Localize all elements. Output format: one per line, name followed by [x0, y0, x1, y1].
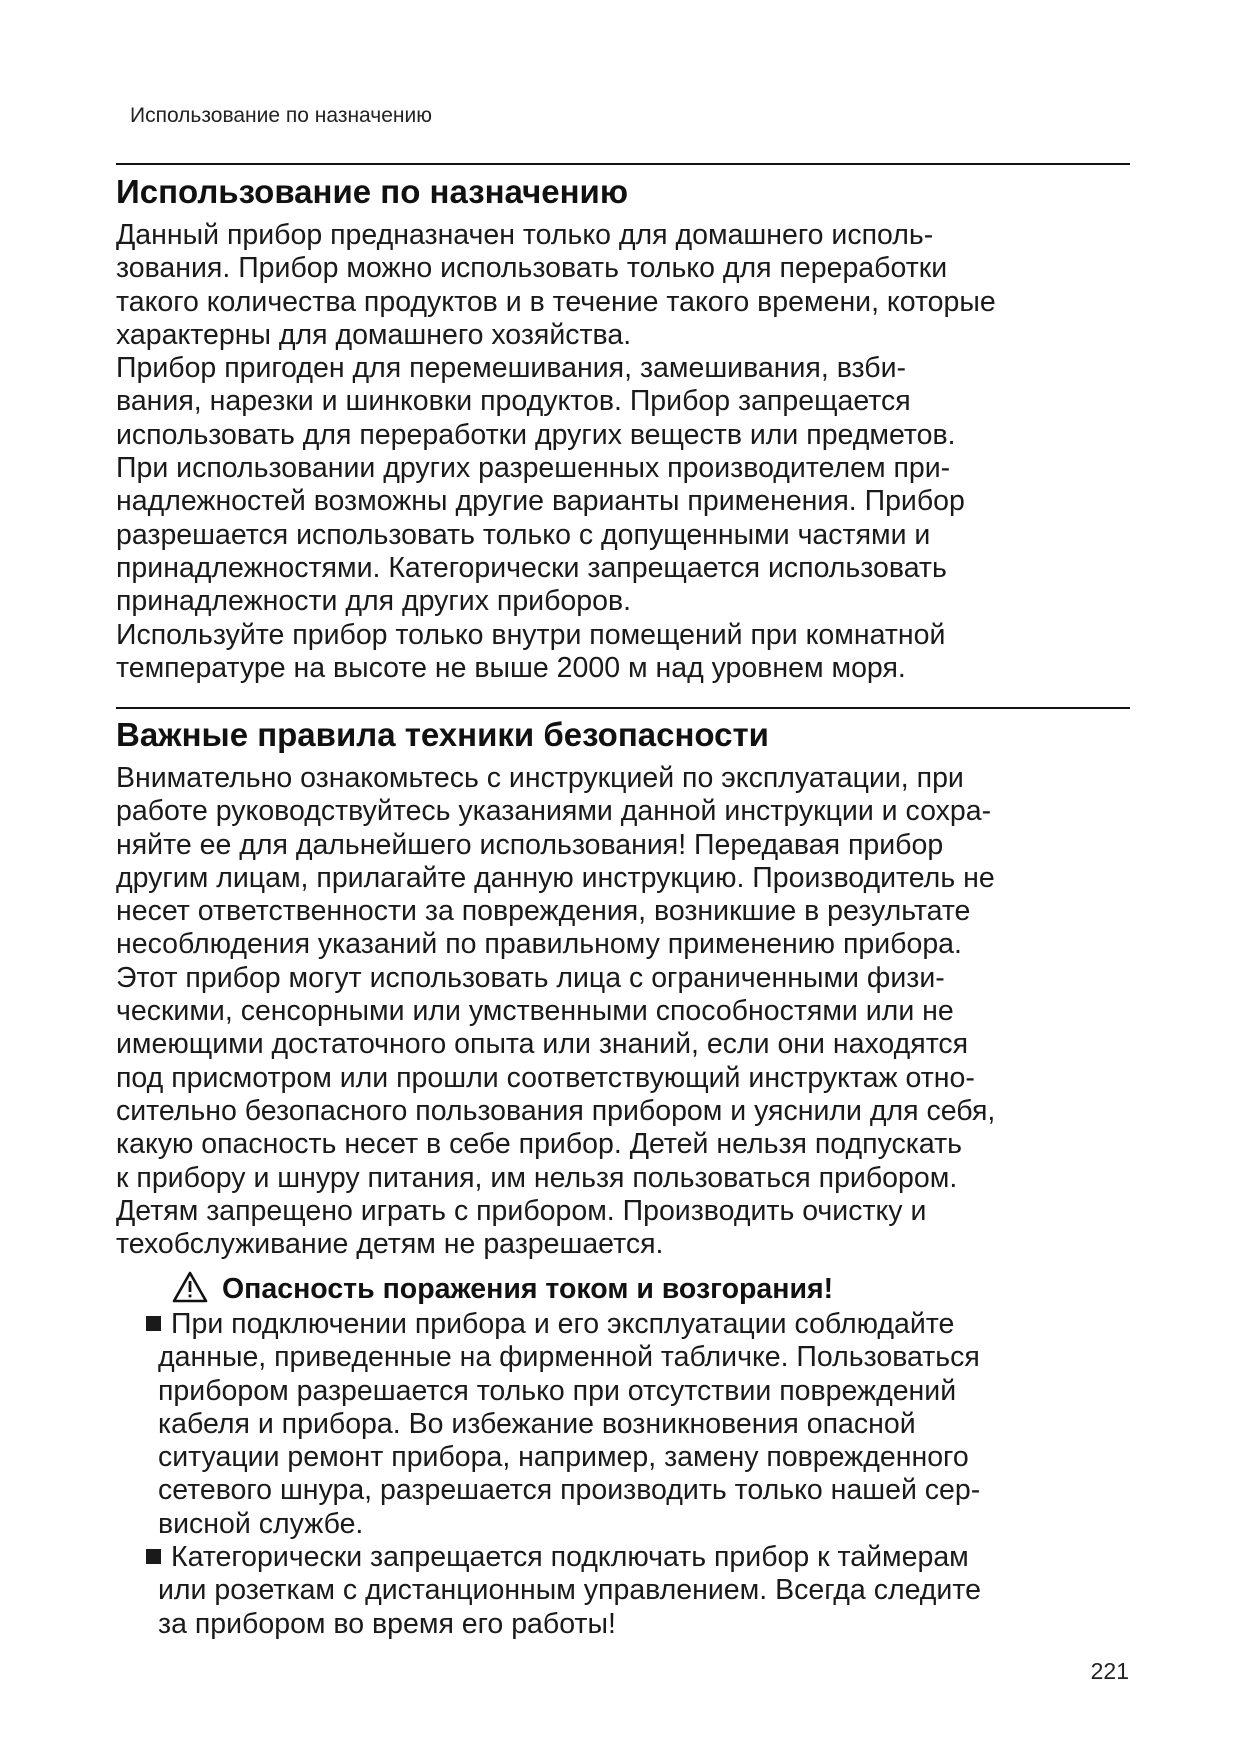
- paragraph-safety: [116, 762, 1136, 1261]
- paragraph-line: сительно безопасного пользования прибором и уяснили для себя,: [116, 1094, 996, 1127]
- paragraph-line: несет ответственности за повреждения, возникшие в результате: [116, 895, 971, 928]
- paragraph-line: Данный прибор предназначен только для домашнего исполь-: [116, 219, 934, 251]
- paragraph-line: Детям запрещено играть с прибором. Производить очистку и: [116, 1194, 927, 1227]
- section-divider: [116, 163, 1130, 165]
- bullet-line-text: или розеткам с дистанционным управлением. Всегда следите: [158, 1574, 981, 1607]
- square-bullet-icon: [146, 1549, 161, 1564]
- warning-heading: [172, 1271, 833, 1312]
- bullet-line-text: висной службе.: [158, 1507, 364, 1540]
- warning-title-text: Опасность поражения током и возгорания!: [222, 1273, 834, 1305]
- page-number: 221: [1090, 1658, 1129, 1684]
- paragraph-line: принадлежностями. Категорически запрещается использовать: [116, 551, 947, 584]
- paragraph-intended-use: [116, 219, 1136, 685]
- bullet-line-text: сетевого шнура, разрешается производить только нашей сер-: [158, 1474, 981, 1507]
- paragraph-line: несоблюдения указаний по правильному применению прибора.: [116, 928, 962, 961]
- bullet-line-text: кабеля и прибора. Во избежание возникновения опасной: [158, 1407, 916, 1440]
- paragraph-line: такого количества продуктов и в течение такого времени, которые: [116, 285, 996, 318]
- warning-bullet-list: [146, 1308, 1136, 1641]
- paragraph-line: няйте ее для дальнейшего использования! Передавая прибор: [116, 828, 944, 861]
- paragraph-line: техобслуживание детям не разрешается.: [116, 1228, 664, 1261]
- paragraph-line: Используйте прибор только внутри помещений при комнатной: [116, 618, 946, 651]
- paragraph-line: температуре на высоте не выше 2000 м над уровнем моря.: [116, 651, 906, 684]
- section-divider: [116, 707, 1130, 709]
- paragraph-line: какую опасность несет в себе прибор. Детей нельзя подпускать: [116, 1128, 962, 1161]
- warning-triangle-icon: [172, 1271, 208, 1312]
- paragraph-line: Этот прибор могут использовать лица с ограниченными физи-: [116, 961, 945, 994]
- paragraph-line: Прибор пригоден для перемешивания, замешивания, взби-: [116, 352, 906, 385]
- paragraph-line: При использовании других разрешенных производителем при-: [116, 452, 951, 485]
- paragraph-line: использовать для переработки других веществ или предметов.: [116, 418, 956, 451]
- paragraph-line: зования. Прибор можно использовать только для переработки: [116, 252, 948, 285]
- section-heading-intended-use: Использование по назначению: [116, 173, 628, 210]
- bullet-line-text: ситуации ремонт прибора, например, замену поврежденного: [158, 1441, 969, 1474]
- paragraph-line: принадлежности для других приборов.: [116, 585, 632, 618]
- paragraph-line: работе руководствуйтесь указаниями данной инструкции и сохра-: [116, 795, 992, 828]
- square-bullet-icon: [146, 1316, 161, 1331]
- paragraph-line: другим лицам, прилагайте данную инструкцию. Производитель не: [116, 861, 995, 894]
- running-header: Использование по назначению: [130, 104, 432, 127]
- bullet-line-text: данные, приведенные на фирменной табличке. Пользоваться: [158, 1341, 980, 1374]
- section-heading-safety: Важные правила техники безопасности: [116, 716, 769, 753]
- bullet-line-text: прибором разрешается только при отсутствии повреждений: [158, 1374, 957, 1407]
- paragraph-line: характерны для домашнего хозяйства.: [116, 318, 632, 351]
- bullet-line-text: Категорически запрещается подключать прибор к таймерам: [171, 1541, 969, 1574]
- paragraph-line: вания, нарезки и шинковки продуктов. Прибор запрещается: [116, 385, 911, 418]
- paragraph-line: имеющими достаточного опыта или знаний, если они находятся: [116, 1028, 969, 1061]
- bullet-line-text: При подключении прибора и его эксплуатации соблюдайте: [171, 1308, 955, 1340]
- warning-list-item: [146, 1308, 1136, 1541]
- paragraph-line: разрешается использовать только с допущенными частями и: [116, 518, 931, 551]
- paragraph-line: к прибору и шнуру питания, им нельзя пользоваться прибором.: [116, 1161, 958, 1194]
- paragraph-line: Внимательно ознакомьтесь с инструкцией по эксплуатации, при: [116, 762, 964, 794]
- paragraph-line: надлежностей возможны другие варианты применения. Прибор: [116, 485, 965, 518]
- paragraph-line: ческими, сенсорными или умственными способностями или не: [116, 995, 954, 1028]
- paragraph-line: под присмотром или прошли соответствующий инструктаж отно-: [116, 1061, 975, 1094]
- bullet-line-text: за прибором во время его работы!: [158, 1607, 616, 1640]
- warning-list-item: [146, 1541, 1136, 1641]
